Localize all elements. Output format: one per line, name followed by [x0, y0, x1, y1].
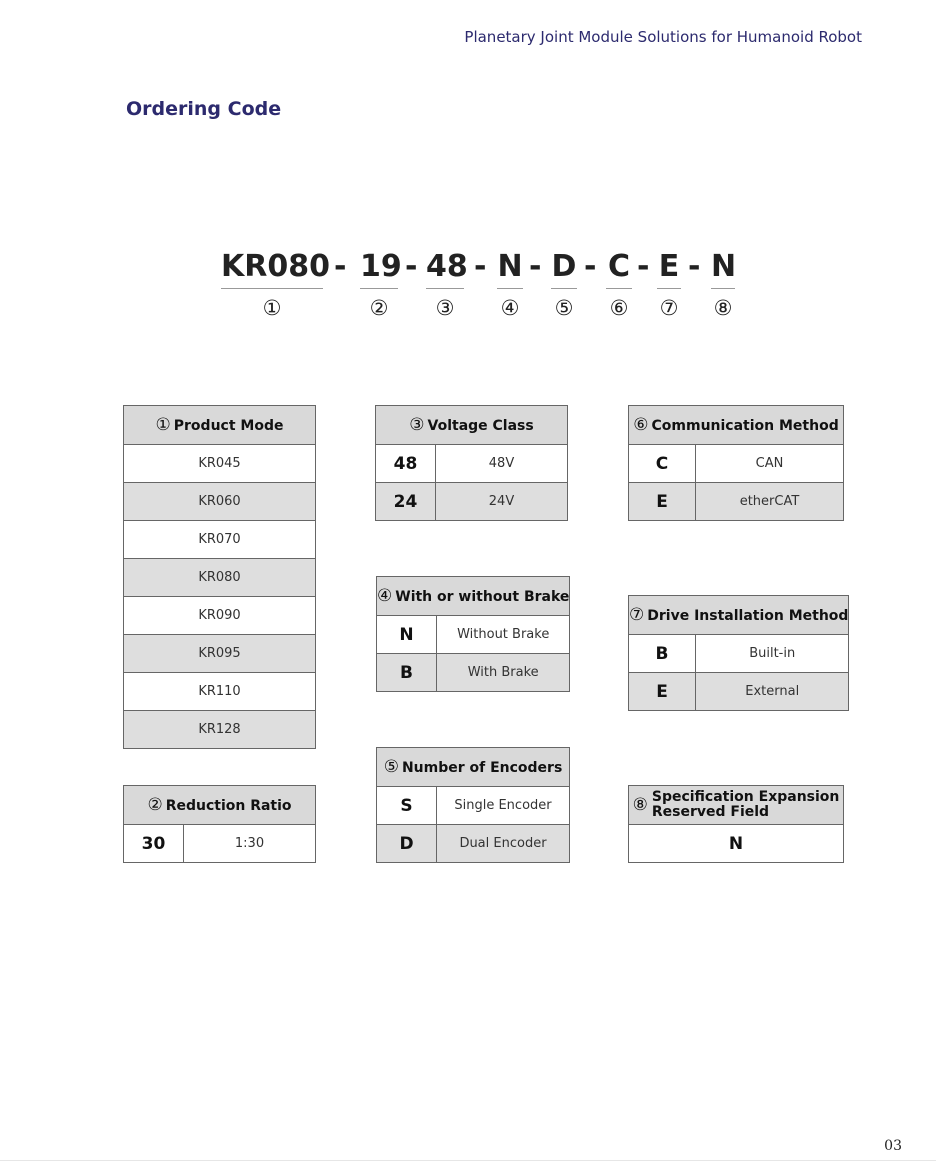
page-number: 03	[884, 1138, 902, 1154]
product-mode-row: KR090	[124, 597, 316, 635]
code-segment-reserved: N ⑧	[711, 249, 737, 320]
product-mode-row: KR070	[124, 521, 316, 559]
brake-code: N	[377, 616, 437, 654]
ratio-code: 30	[124, 825, 184, 863]
code-separator: -	[637, 249, 650, 284]
page-divider	[0, 1160, 936, 1161]
drive-code: B	[629, 635, 696, 673]
communication-code: E	[629, 483, 696, 521]
spec-expansion-num: ⑧	[632, 794, 648, 815]
code-segment-voltage: 48 ③	[426, 249, 468, 320]
brake-value: With Brake	[437, 654, 570, 692]
page-header: Planetary Joint Module Solutions for Humanoid Robot	[464, 28, 862, 46]
product-mode-table	[123, 405, 316, 749]
code-separator: -	[529, 249, 542, 284]
communication-table	[628, 405, 844, 521]
code-separator: -	[405, 249, 418, 284]
code-segment-ratio: 19 ②	[360, 249, 402, 320]
brake-table	[376, 576, 570, 692]
reduction-ratio-table	[123, 785, 316, 863]
brake-header: ④ With or without Brake	[377, 577, 570, 616]
encoder-value: Dual Encoder	[437, 825, 570, 863]
code-segment-brake: N ④	[497, 249, 523, 320]
product-mode-row: KR110	[124, 673, 316, 711]
encoder-value: Single Encoder	[437, 787, 570, 825]
product-mode-header: ① Product Mode	[124, 406, 316, 445]
product-mode-row: KR060	[124, 483, 316, 521]
voltage-class-header: ③ Voltage Class	[376, 406, 568, 445]
code-segment-drive: E ⑦	[658, 249, 680, 320]
code-segment-communication: C ⑥	[607, 249, 631, 320]
code-separator: -	[474, 249, 487, 284]
spec-expansion-header	[629, 786, 844, 825]
reduction-ratio-header: ② Reduction Ratio	[124, 786, 316, 825]
product-mode-row: KR080	[124, 559, 316, 597]
code-separator: -	[334, 249, 347, 284]
voltage-value: 48V	[436, 445, 568, 483]
code-separator: -	[688, 249, 701, 284]
code-segment-product: KR080 ①	[221, 249, 330, 320]
spec-expansion-value: N	[629, 825, 844, 863]
drive-value: Built-in	[696, 635, 849, 673]
drive-installation-header: ⑦ Drive Installation Method	[629, 596, 849, 635]
product-mode-row: KR128	[124, 711, 316, 749]
encoders-header: ⑤ Number of Encoders	[377, 748, 570, 787]
brake-code: B	[377, 654, 437, 692]
drive-installation-table	[628, 595, 849, 711]
communication-code: C	[629, 445, 696, 483]
voltage-class-table	[375, 405, 568, 521]
product-mode-row: KR095	[124, 635, 316, 673]
ratio-value: 1:30	[184, 825, 316, 863]
code-segment-encoders: D ⑤	[551, 249, 577, 320]
code-separator: -	[584, 249, 597, 284]
encoders-table	[376, 747, 570, 863]
encoder-code: S	[377, 787, 437, 825]
communication-value: etherCAT	[696, 483, 844, 521]
communication-value: CAN	[696, 445, 844, 483]
section-title: Ordering Code	[126, 98, 282, 120]
drive-value: External	[696, 673, 849, 711]
voltage-code: 48	[376, 445, 436, 483]
spec-expansion-title: Specification Expansion Reserved Field	[651, 789, 840, 820]
encoder-code: D	[377, 825, 437, 863]
brake-value: Without Brake	[437, 616, 570, 654]
drive-code: E	[629, 673, 696, 711]
communication-header: ⑥ Communication Method	[629, 406, 844, 445]
spec-expansion-table	[628, 785, 844, 863]
ordering-code	[0, 248, 936, 328]
voltage-code: 24	[376, 483, 436, 521]
product-mode-row: KR045	[124, 445, 316, 483]
voltage-value: 24V	[436, 483, 568, 521]
